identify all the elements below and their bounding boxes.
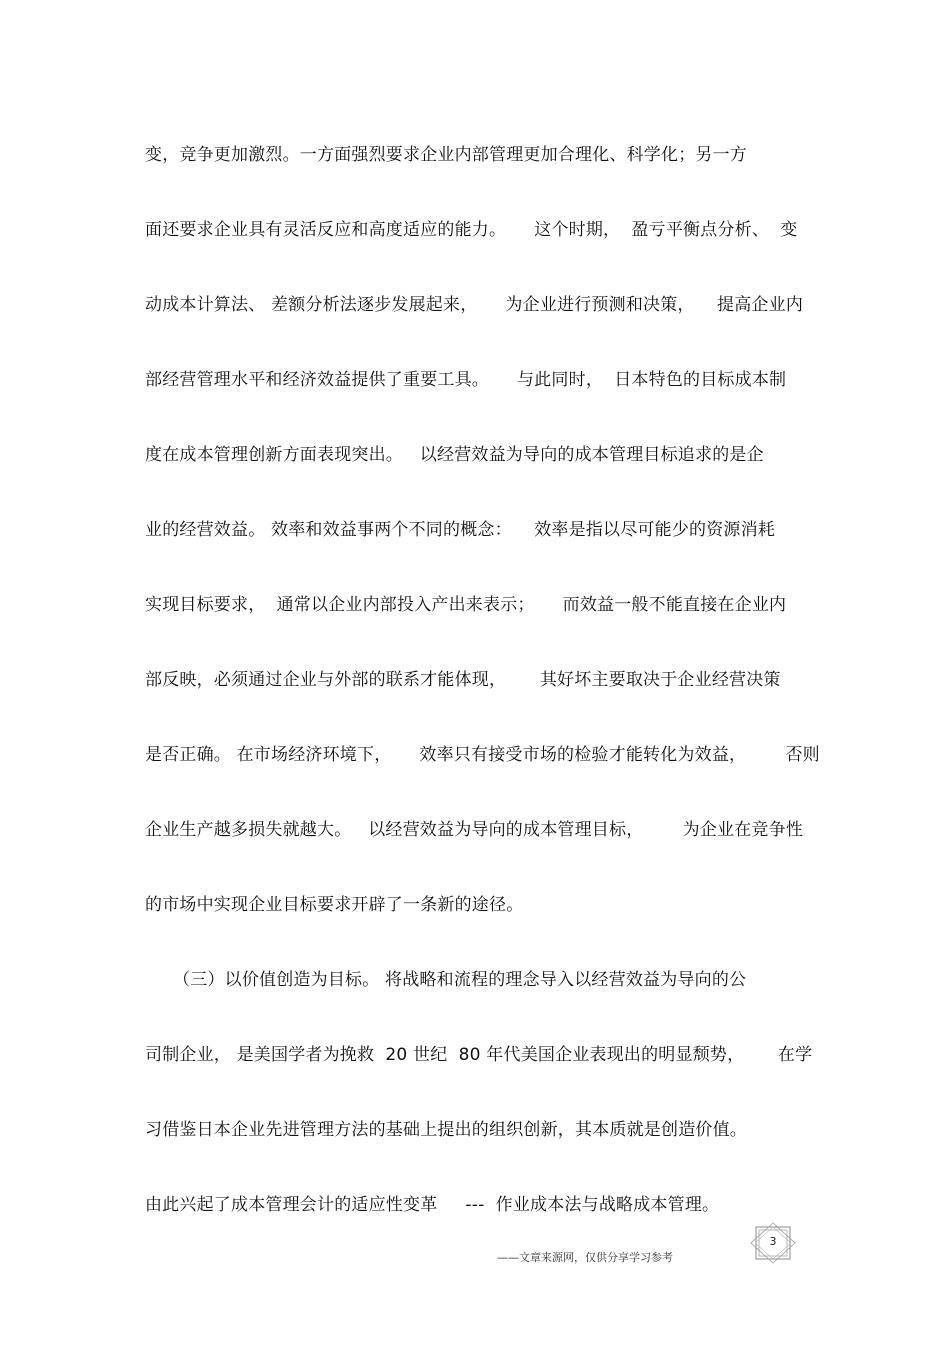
body-text-line: 习借鉴日本企业先进管理方法的基础上提出的组织创新，其本质就是创造价值。 <box>145 1120 747 1140</box>
body-text-line: 动成本计算法、 差额分析法逐步发展起来， 为企业进行预测和决策， 提高企业内 <box>145 295 804 315</box>
body-text-line: 司制企业， 是美国学者为挽救 20 世纪 80 年代美国企业表现出的明显颓势， 在学 <box>145 1045 813 1065</box>
body-text-line: 面还要求企业具有灵活反应和高度适应的能力。 这个时期， 盈亏平衡点分析、 变 <box>145 220 798 240</box>
body-text-line: 部反映，必须通过企业与外部的联系才能体现， 其好坏主要取决于企业经营决策 <box>145 670 781 690</box>
body-text-line: 是否正确。 在市场经济环境下， 效率只有接受市场的检验才能转化为效益， 否则 <box>145 745 820 765</box>
section-heading-line: （三）以价值创造为目标。 将战略和流程的理念导入以经营效益为导向的公 <box>145 970 747 990</box>
body-text-line: 由此兴起了成本管理会计的适应性变革 --- 作业成本法与战略成本管理。 <box>145 1195 720 1215</box>
body-text-line: 业的经营效益。 效率和效益事两个不同的概念： 效率是指以尽可能少的资源消耗 <box>145 520 776 540</box>
body-text-line: 实现目标要求， 通常以企业内部投入产出来表示； 而效益一般不能直接在企业内 <box>145 595 787 615</box>
body-text-line: 变，竞争更加激烈。一方面强烈要求企业内部管理更加合理化、科学化；另一方 <box>145 145 747 165</box>
source-note: ——文章来源网，仅供分享学习参考 <box>497 1251 673 1264</box>
page-number-badge <box>750 1222 796 1264</box>
body-text-line: 部经营管理水平和经济效益提供了重要工具。 与此同时， 日本特色的目标成本制 <box>145 370 787 390</box>
page-number: 3 <box>769 1235 777 1248</box>
body-text-line: 的市场中实现企业目标要求开辟了一条新的途径。 <box>145 895 524 915</box>
body-text-line: 度在成本管理创新方面表现突出。 以经营效益为导向的成本管理目标追求的是企 <box>145 445 764 465</box>
body-text-line: 企业生产越多损失就越大。 以经营效益为导向的成本管理目标， 为企业在竞争性 <box>145 820 804 840</box>
